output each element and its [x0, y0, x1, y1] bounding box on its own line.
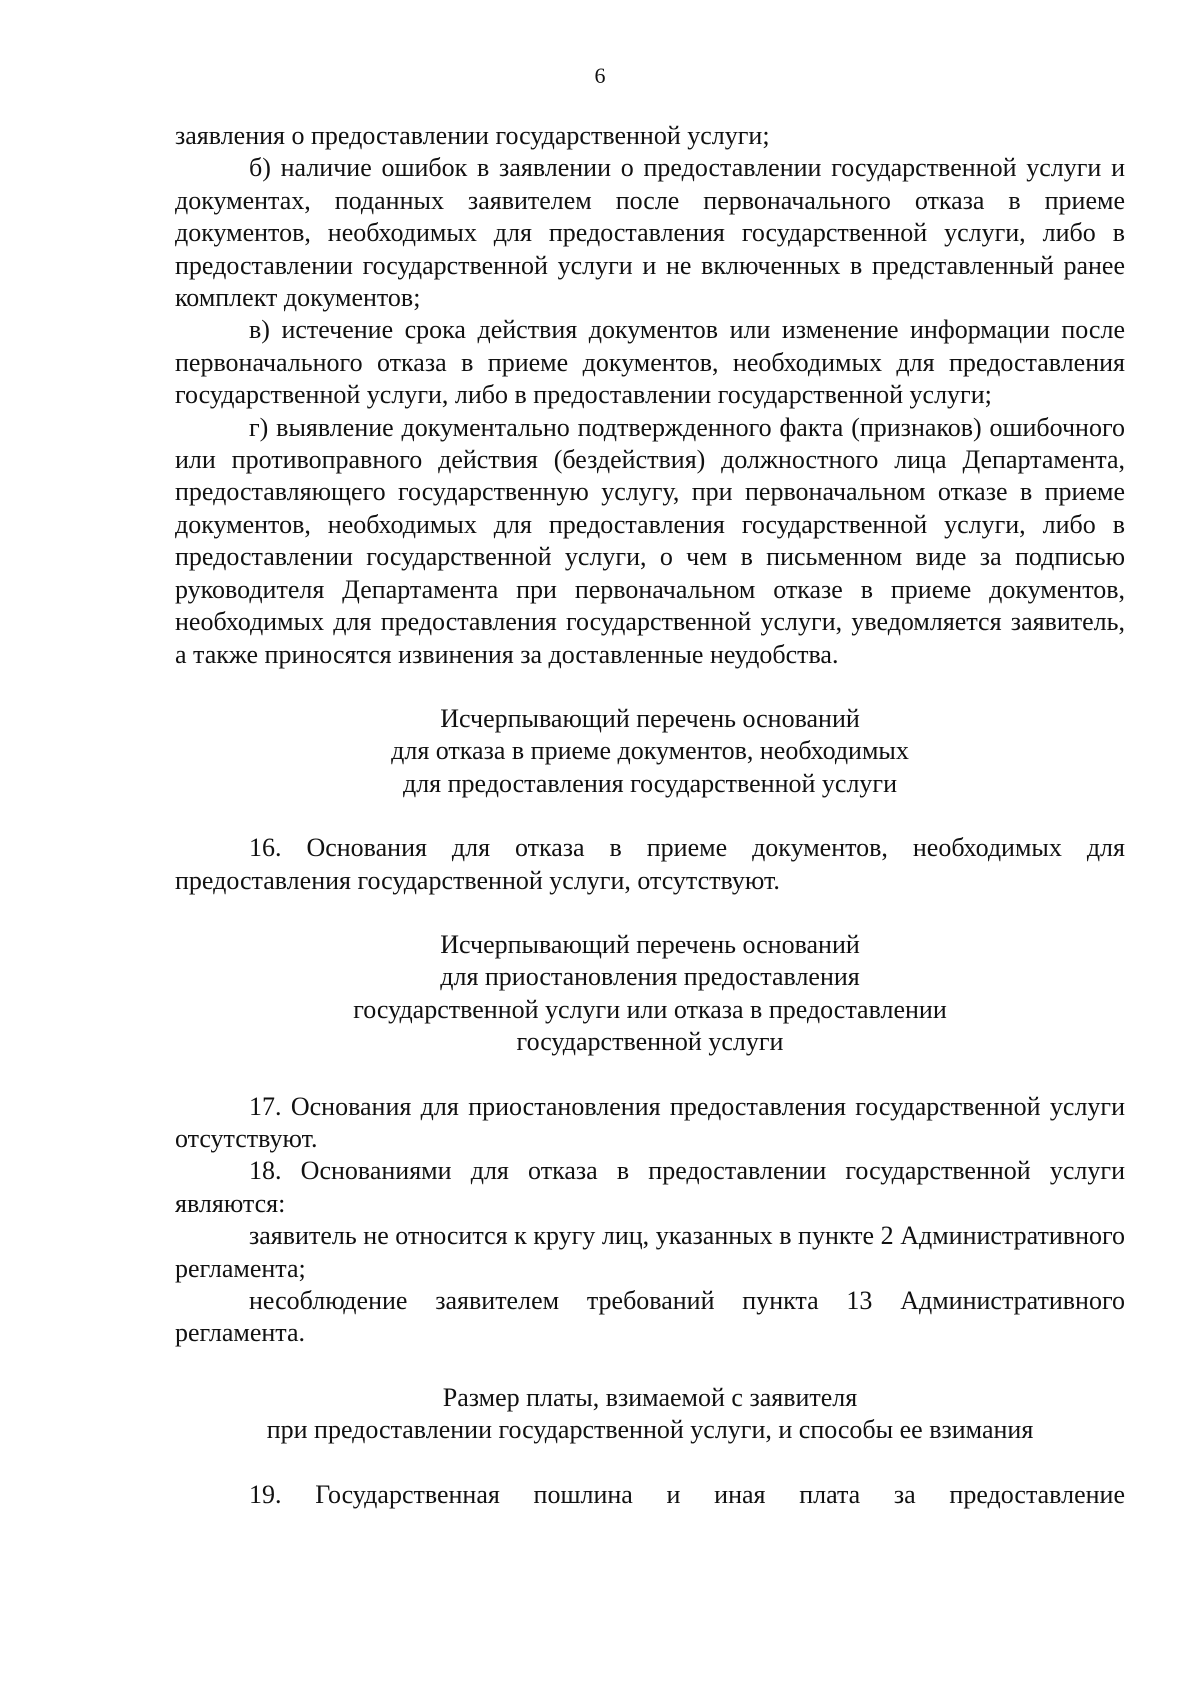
paragraph-18: 18. Основаниями для отказа в предоставлении государственной услуги являются: — [175, 1156, 1125, 1218]
paragraph-17: 17. Основания для приостановления предоставления государственной услуги отсутствуют. — [175, 1091, 1125, 1153]
paragraph-18-item-2: несоблюдение заявителем требований пункта 13 Административного регламента. — [175, 1286, 1125, 1348]
heading-line: для отказа в приеме документов, необходимых — [391, 736, 909, 766]
heading-line: Размер платы, взимаемой с заявителя — [442, 1382, 858, 1412]
section-heading-document-refusal — [175, 703, 1125, 800]
section-heading-suspension-refusal — [175, 929, 1125, 1059]
section-heading-fee — [175, 1382, 1125, 1447]
paragraph-item-v: в) истечение срока действия документов или изменение информации после первоначального отказа в приеме документов, необходимых для предоставления государственной услуги, либо в предоставлении государственной услуги; — [175, 315, 1125, 410]
heading-line: для предоставления государственной услуги — [402, 768, 898, 798]
heading-line: государственной услуги или отказа в предоставлении — [353, 994, 947, 1024]
paragraph-item-g: г) выявление документально подтвержденного факта (признаков) ошибочного или противоправного действия (бездействия) должностного лица Департамента, предоставляющего государственную услугу, при первоначальном отказе в приеме документов, необходимых для предоставления государственной услуги, либо в предоставлении государственной услуги, о чем в письменном виде за подписью руководителя Департамента при первоначальном отказе в приеме документов, необходимых для предоставления государственной услуги, уведомляется заявитель, а также приносятся извинения за доставленные неудобства. — [175, 412, 1125, 669]
page-number: 6 — [594, 63, 606, 88]
heading-line: Исчерпывающий перечень оснований — [440, 703, 860, 733]
paragraph-item-b: б) наличие ошибок в заявлении о предоставлении государственной услуги и документах, поданных заявителем после первоначального отказа в приеме документов, необходимых для предоставления государственной услуги, либо в предоставлении государственной услуги и не включенных в представленный ранее комплект документов; — [175, 153, 1125, 313]
paragraph-19: 19. Государственная пошлина и иная плата за предоставление — [249, 1479, 1125, 1509]
paragraph-18-item-1: заявитель не относится к кругу лиц, указанных в пункте 2 Административного регламента; — [175, 1221, 1125, 1283]
heading-line: при предоставлении государственной услуги, и способы ее взимания — [266, 1415, 1034, 1445]
paragraph-16: 16. Основания для отказа в приеме документов, необходимых для предоставления государственной услуги, отсутствуют. — [175, 833, 1125, 895]
heading-line: Исчерпывающий перечень оснований — [440, 929, 860, 959]
heading-line: государственной услуги — [516, 1027, 784, 1057]
heading-line: для приостановления предоставления — [440, 962, 860, 992]
document-body — [175, 120, 1125, 1511]
paragraph-continuation: заявления о предоставлении государственной услуги; — [175, 121, 770, 150]
